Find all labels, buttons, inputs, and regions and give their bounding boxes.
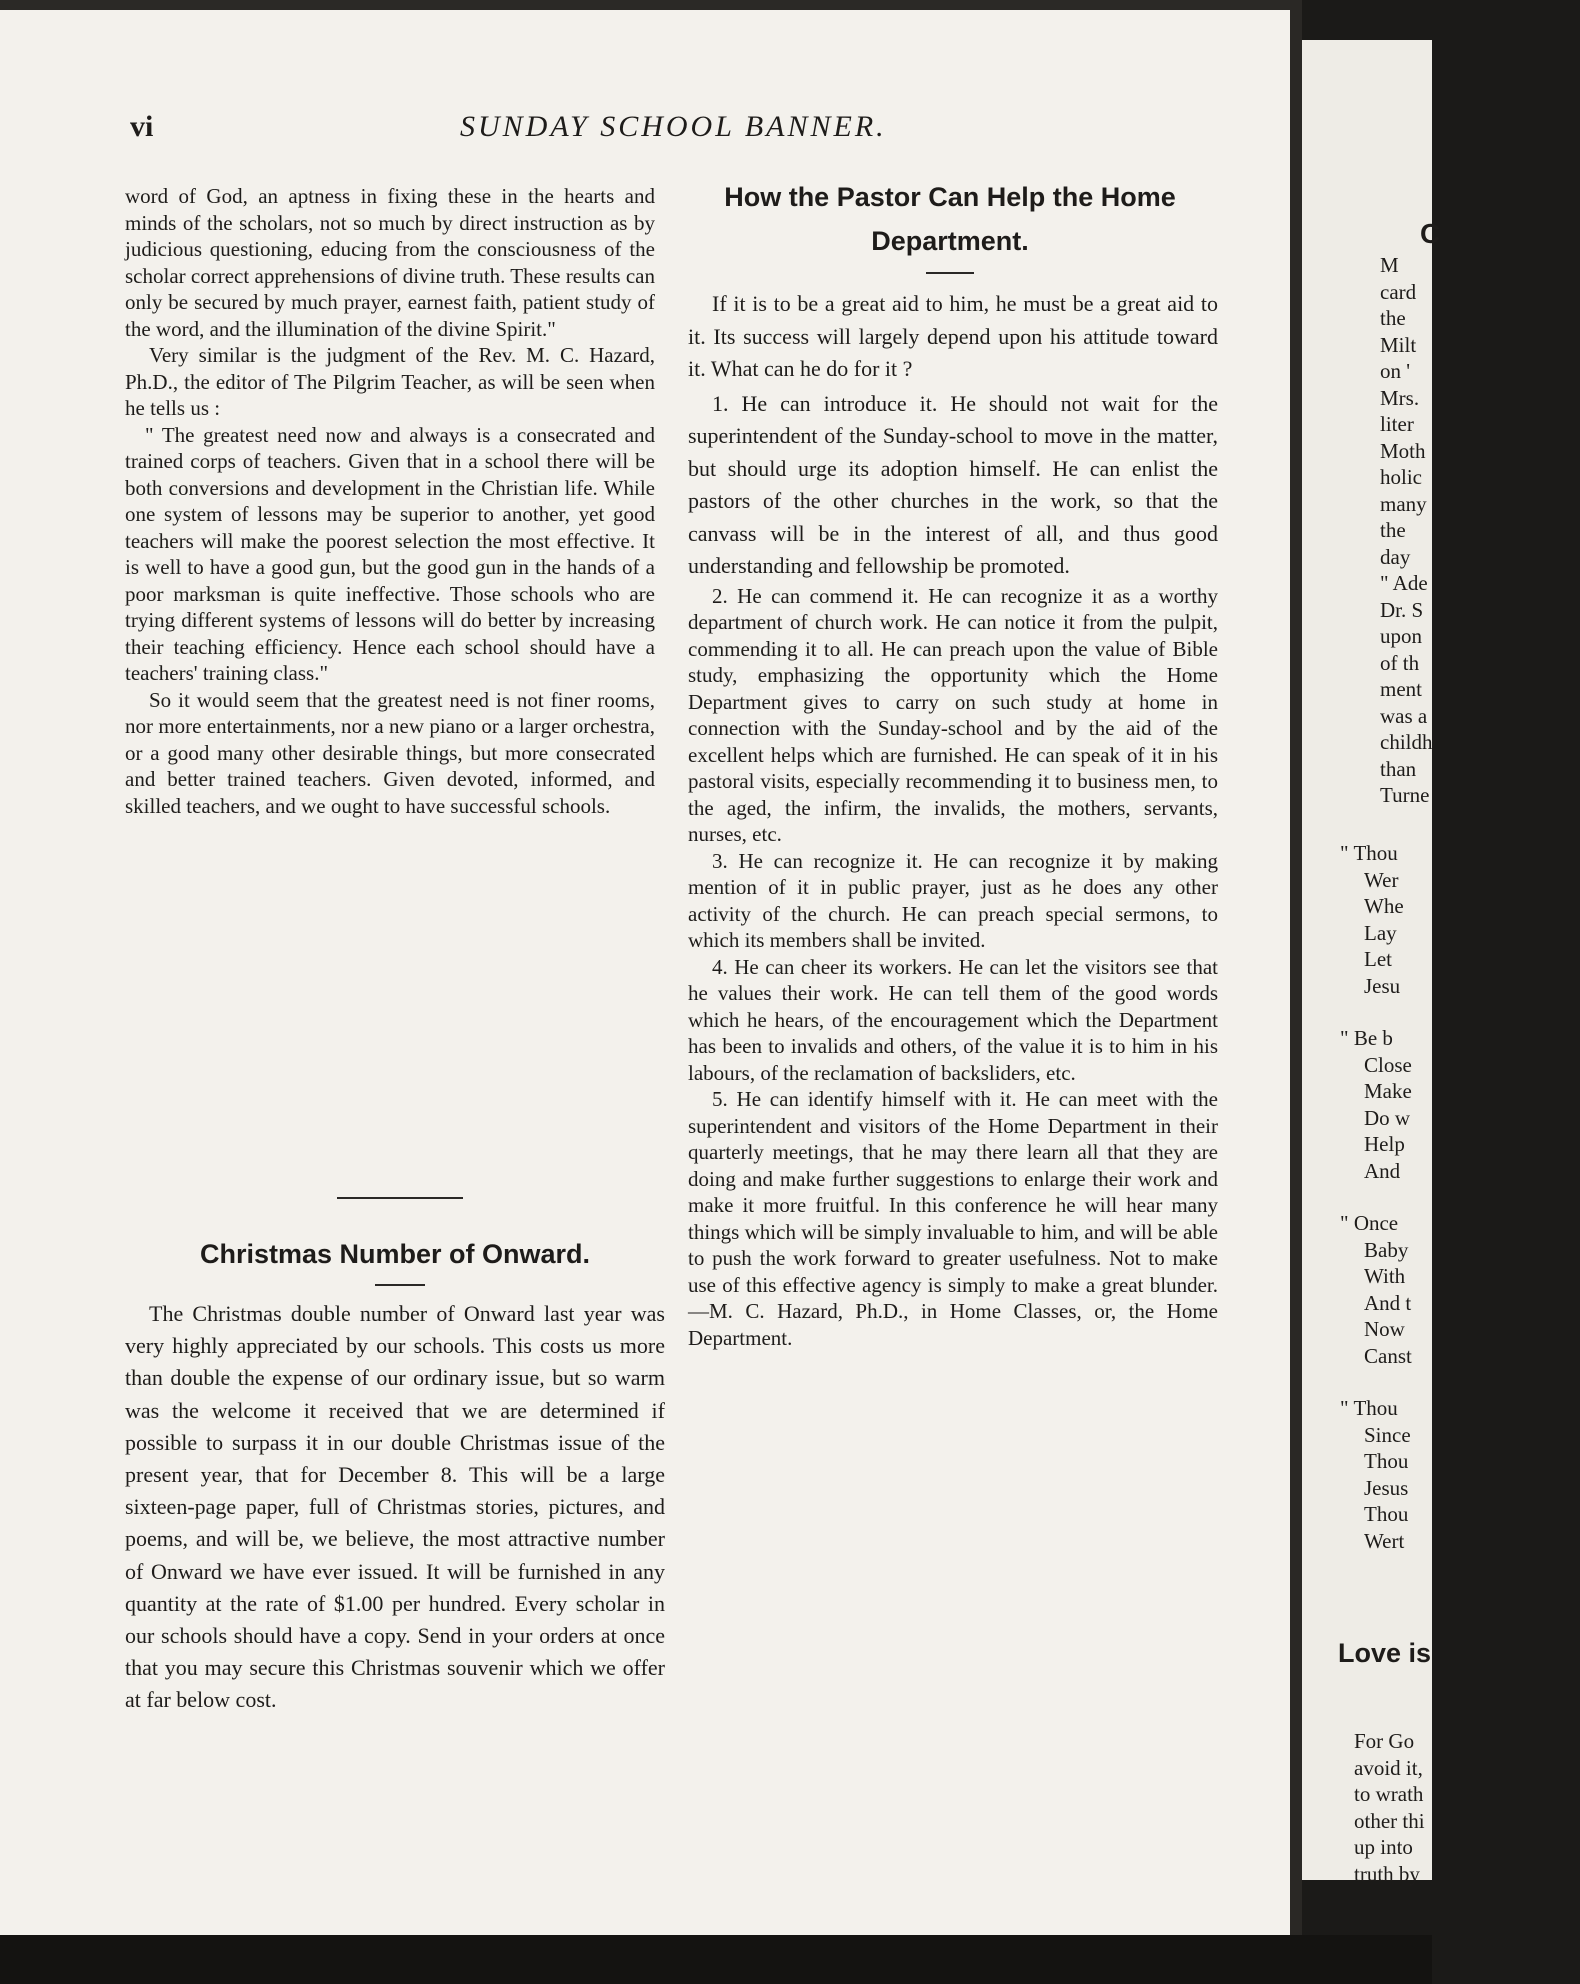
next-page-heading: Love is [1338, 1638, 1432, 1668]
poem-line-fragment: With [1364, 1264, 1406, 1288]
pastor-article-title [680, 175, 1220, 263]
poem-line-fragment: And [1364, 1158, 1401, 1183]
paragraph: So it would seem that the greatest need is not finer rooms, nor more entertainments, nor a new piano or a larger orchestra, or a good many other desirable things, but more consecrated and better trained teachers. Given devoted, informed, and skilled teachers, and we ought to have successful schools. [125, 687, 655, 818]
poem-line-fragment: " Be b [1340, 1026, 1393, 1050]
numbered-paragraph: 2. He can commend it. He can recognize it as a worthy department of church work. He can notice it from the pulpit, commending it to all. He can preach upon the value of Bible study, emphasizing the opportunity which the Home Department gives to carry on such study at home in connection with the Sunday-school and by the aid of the excellent helps which are furnished. He can speak of it in his pastoral visits, especially recommending it to business men, to the aged, the infirm, the invalids, the mothers, servants, nurses, etc. [688, 583, 1218, 846]
numbered-paragraph: 4. He can cheer its workers. He can let the visitors see that he values their work. He can tell them of the good words which he hears, of the encouragement which the Department has been to invalids and others, of the value it is to him in his labours, of the reclamation of backsliders, etc. [688, 954, 1218, 1085]
poem-stanza [1340, 1025, 1540, 1184]
text-line-fragment: For Go [1354, 1729, 1415, 1753]
text-line-fragment: the [1380, 518, 1406, 542]
poem-line-fragment: " Thou [1340, 841, 1398, 865]
scan-bottom-edge [0, 1935, 1432, 1984]
next-page-bottom-text [1354, 1728, 1554, 1887]
poem-line-fragment: And t [1364, 1290, 1412, 1315]
title-line-2: Department. [871, 226, 1029, 256]
text-line-fragment: many [1380, 491, 1427, 516]
text-line-fragment: on ' [1380, 359, 1411, 383]
poem-line-fragment: Make [1364, 1079, 1412, 1103]
text-line-fragment: avoid it, [1354, 1755, 1423, 1780]
poem-line-fragment: Wert [1364, 1528, 1405, 1553]
text-line-fragment: to wrath [1354, 1782, 1424, 1806]
poem-line-fragment: Do w [1364, 1105, 1411, 1130]
text-line-fragment: was a [1380, 703, 1428, 728]
next-page-fragment [1302, 40, 1441, 1886]
poem-line-fragment: Jesus [1364, 1475, 1409, 1500]
poem-line-fragment: Canst [1364, 1343, 1412, 1368]
text-line-fragment: other thi [1354, 1808, 1425, 1833]
text-line-fragment: holic [1380, 465, 1422, 489]
page-gutter [1290, 0, 1302, 1984]
running-title: SUNDAY SCHOOL BANNER. [460, 110, 887, 143]
poem-stanza [1340, 1210, 1540, 1369]
poem-line-fragment: Baby [1364, 1237, 1409, 1262]
page-header [130, 110, 1230, 150]
poem-line-fragment: Let [1364, 947, 1392, 971]
onward-article-body [125, 1298, 665, 1717]
next-page-heading-fragment: C [1420, 218, 1441, 249]
text-line-fragment: ment [1380, 677, 1422, 701]
poem-line-fragment: Close [1364, 1052, 1412, 1077]
scan-top-edge [0, 0, 1300, 10]
title-underline [926, 272, 974, 274]
poem-line-fragment: Help [1364, 1132, 1405, 1156]
poem-stanza [1340, 840, 1540, 999]
poem-line-fragment: " Once [1340, 1211, 1399, 1235]
poem-line-fragment: Thou [1364, 1449, 1409, 1473]
onward-article-title: Christmas Number of Onward. [199, 1239, 591, 1269]
text-line-fragment: Dr. S [1380, 597, 1424, 622]
text-line-fragment: up into [1354, 1835, 1413, 1859]
text-line-fragment: Turne [1380, 783, 1430, 807]
paragraph: The Christmas double number of Onward last year was very highly appreciated by our schools. This costs us more than double the expense of our ordinary issue, but so warm was the welcome it received that we are determined if possible to surpass it in our double Christmas issue of the present year, that for December 8. This will be a large sixteen-page paper, full of Christmas stories, pictures, and poems, and will be, we believe, the most attractive number of Onward we have ever issued. It will be furnished in any quantity at the rate of $1.00 per hundred. Every scholar in our schools should have a copy. Send in your orders at once that you may secure this Christmas souvenir which we offer at far below cost. [125, 1301, 665, 1713]
text-line-fragment: Mrs. [1380, 385, 1420, 410]
section-divider [337, 1197, 463, 1199]
numbered-paragraph: 3. He can recognize it. He can recognize it by making mention of it in public prayer, just as he does any other activity of the church. He can preach special sermons, to which its members shall be invited. [688, 848, 1218, 952]
poem-line-fragment: Lay [1364, 920, 1397, 945]
text-line-fragment: liter [1380, 412, 1414, 436]
numbered-paragraph: 5. He can identify himself with it. He can meet with the superintendent and visitors of the Home Department in their quarterly meetings, that he may there learn all that they are doing and make further suggestions to enlarge their work and make it more fruitful. In this conference he will hear many things which will be simply invaluable to him, and will be able to push the work forward to greater usefulness. Not to make use of this effective agency is simply to make a great blunder.—M. C. Hazard, Ph.D., in Home Classes, or, the Home Department. [688, 1087, 1218, 1350]
poem-line-fragment: Now [1364, 1317, 1405, 1341]
text-line-fragment: day [1380, 544, 1411, 569]
text-line-fragment: M [1380, 253, 1399, 277]
poem-line-fragment: Whe [1364, 894, 1404, 918]
poem-stanza [1340, 1395, 1540, 1554]
intro-paragraph: If it is to be a great aid to him, he must be a great aid to it. Its success will largely depend upon his attitude toward it. What can he do for it ? [688, 291, 1218, 381]
text-line-fragment: the [1380, 306, 1406, 330]
poem-line-fragment: Wer [1364, 867, 1399, 892]
poem-line-fragment: Jesu [1364, 973, 1401, 998]
text-line-fragment: childh [1380, 730, 1433, 754]
numbered-paragraph: 1. He can introduce it. He should not wait for the superintendent of the Sunday-school to move in the matter, but should urge its adoption himself. He can enlist the pastors of the other churches in the work, so that the canvass will be in the interest of all, and thus good understanding and fellowship be promoted. [688, 390, 1218, 578]
text-line-fragment: of th [1380, 650, 1420, 675]
pastor-article-body [688, 288, 1218, 1351]
text-line-fragment: truth by [1354, 1861, 1420, 1886]
paragraph: word of God, an aptness in fixing these in the hearts and minds of the scholars, not so much by direct instruction as by judicious questioning, educing from the consciousness of the scholar correct apprehensions of divine truth. These results can only be secured by much prayer, earnest faith, patient study of the word, and the illumination of the divine Spirit." [125, 184, 655, 341]
poem-line-fragment: Thou [1364, 1502, 1409, 1526]
paragraph: Very similar is the judgment of the Rev. M. C. Hazard, Ph.D., the editor of The Pilgrim Teacher, as will be seen when he tells us : [125, 343, 655, 420]
title-underline [375, 1284, 425, 1286]
poem-line-fragment: Since [1364, 1422, 1411, 1447]
text-line-fragment: " Ade [1380, 571, 1428, 595]
title-line-1: How the Pastor Can Help the Home [724, 182, 1176, 212]
poem-line-fragment: " Thou [1340, 1396, 1398, 1420]
text-line-fragment: Milt [1380, 332, 1417, 357]
text-line-fragment: Moth [1380, 438, 1426, 463]
text-line-fragment: card [1380, 279, 1417, 304]
page-number: vi [130, 110, 154, 143]
left-column-text [125, 183, 655, 819]
text-line-fragment: upon [1380, 624, 1422, 648]
next-page-poem [1340, 840, 1540, 1580]
next-page-text [1380, 252, 1580, 809]
text-line-fragment: than [1380, 756, 1417, 781]
quoted-paragraph: " The greatest need now and always is a consecrated and trained corps of teachers. Given that in a school there will be both conversions and development in the Christian life. While one system of lessons may be superior to another, yet good teachers will make the poorest selection the most effective. It is well to have a good gun, but the good gun in the hands of a poor marksman is quite ineffective. Those schools who are trying different systems of lessons will do better by increasing their teaching efficiency. Hence each school should have a teachers' training class." [125, 422, 655, 685]
